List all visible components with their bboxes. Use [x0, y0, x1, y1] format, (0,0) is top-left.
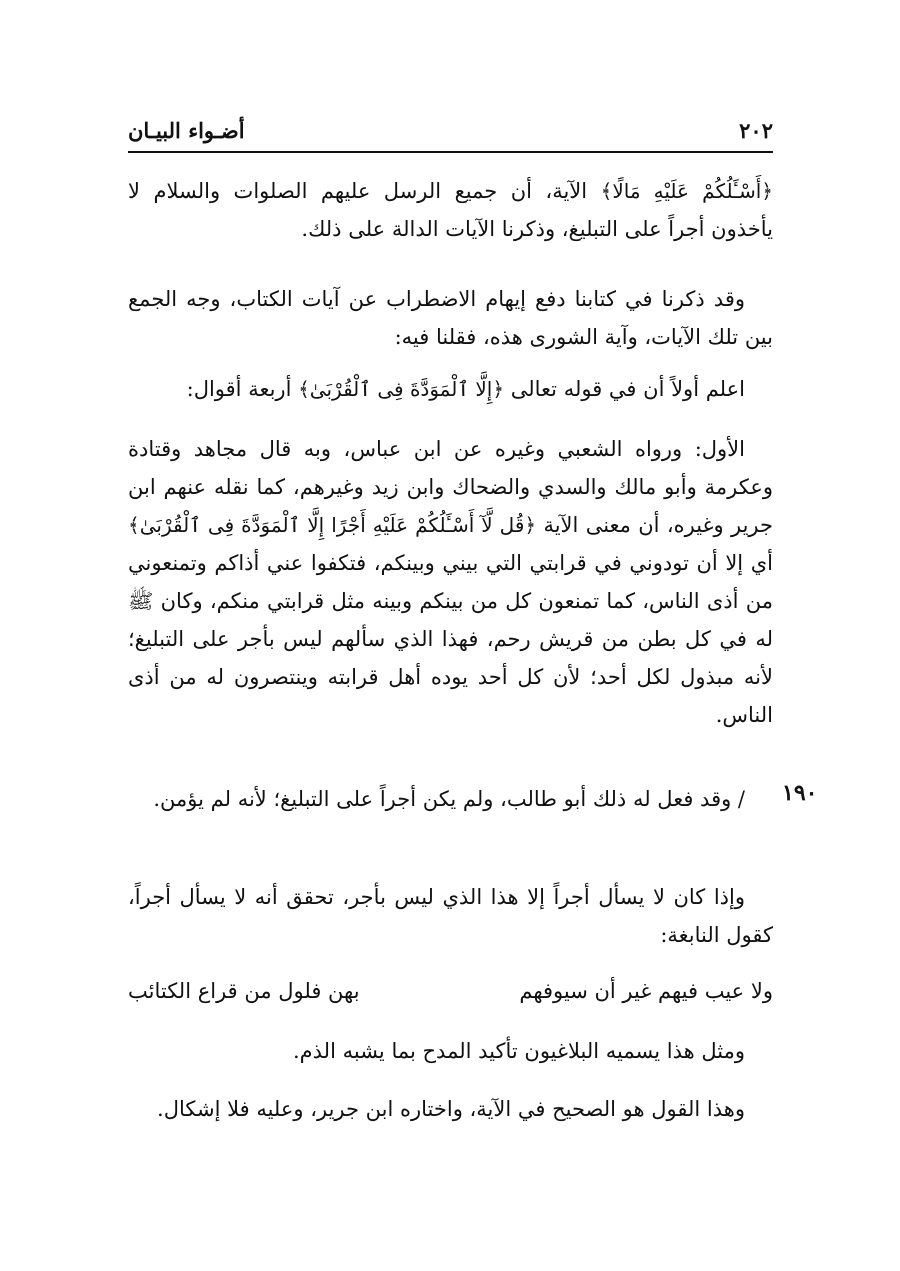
- paragraph-text: وإذا كان لا يسأل أجراً إلا هذا الذي ليس بأجر، تحقق أنه لا يسأل أجراً، كقول النابغة:: [128, 885, 773, 947]
- quran-quote: ﴿قُل لَّآ أَسْـَٔلُكُمْ عَلَيْهِ أَجْرًا إِلَّا ٱلْمَوَدَّةَ فِى ٱلْقُرْبَىٰ﴾: [128, 513, 537, 537]
- quran-quote: ﴿إِلَّا ٱلْمَوَدَّةَ فِى ٱلْقُرْبَىٰ﴾: [298, 377, 505, 401]
- verse-second-hemistich: بهن فلول من قراع الكتائب: [128, 979, 360, 1003]
- paragraph-text: اعلم أولاً أن في قوله تعالى: [504, 377, 745, 401]
- paragraph-6: [128, 878, 773, 954]
- paragraph-text: أي إلا أن تودوني في قرابتي التي بيني وبينكم، فتكفوا عني أذاكم وتمنعوني من أذى الناس، كما تمنعون كل من بينكم وبينه مثل قرابتي منكم، وكان ﷺ له في كل بطن من قريش رحم، فهذا الذي سألهم ليس بأجر على التبليغ؛ لأنه مبذول لكل أحد؛ لأن كل أحد يوده أهل قرابته وينتصرون له من أذى الناس.: [128, 551, 773, 727]
- paragraph-text: الآية، أن جميع الرسل عليهم الصلوات والسلام لا يأخذون أجراً على التبليغ، وذكرنا الآيات الدالة على ذلك.: [128, 179, 773, 241]
- quran-quote: ﴿أَسْـَٔلُكُمْ عَلَيْهِ مَالًا﴾: [600, 179, 774, 203]
- verse-first-hemistich: ولا عيب فيهم غير أن سيوفهم: [519, 979, 773, 1003]
- paragraph-3: [128, 370, 773, 408]
- margin-page-reference: ١٩٠: [782, 780, 818, 806]
- paragraph-2: [128, 280, 773, 356]
- paragraph-text: الأول: ورواه الشعبي وغيره عن ابن عباس، وبه قال مجاهد وقتادة وعكرمة وأبو مالك والسدي والضحاك وابن زيد وغيرهم، كما نقله عنهم ابن جرير وغيره، أن معنى الآية: [128, 437, 773, 537]
- paragraph-8: [128, 1090, 773, 1128]
- header-rule: [128, 151, 773, 153]
- paragraph-7: [128, 1032, 773, 1070]
- paragraph-5: [128, 780, 773, 818]
- page-number: ٢٠٢: [739, 117, 773, 143]
- paragraph-text: ومثل هذا يسميه البلاغيون تأكيد المدح بما يشبه الذم.: [292, 1039, 745, 1063]
- paragraph-1: [128, 172, 773, 248]
- page-header: [128, 112, 773, 148]
- paragraph-4: [128, 430, 773, 734]
- paragraph-text: / وقد فعل له ذلك أبو طالب، ولم يكن أجراً على التبليغ؛ لأنه لم يؤمن.: [153, 787, 745, 811]
- book-title: أضـواء البيـان: [128, 117, 245, 143]
- paragraph-text: وقد ذكرنا في كتابنا دفع إيهام الاضطراب عن آيات الكتاب، وجه الجمع بين تلك الآيات، وآية الشورى هذه، فقلنا فيه:: [128, 287, 773, 349]
- poetry-verse: [128, 972, 773, 1010]
- paragraph-text: أربعة أقوال:: [186, 377, 299, 401]
- paragraph-text: وهذا القول هو الصحيح في الآية، واختاره ابن جرير، وعليه فلا إشكال.: [157, 1097, 745, 1121]
